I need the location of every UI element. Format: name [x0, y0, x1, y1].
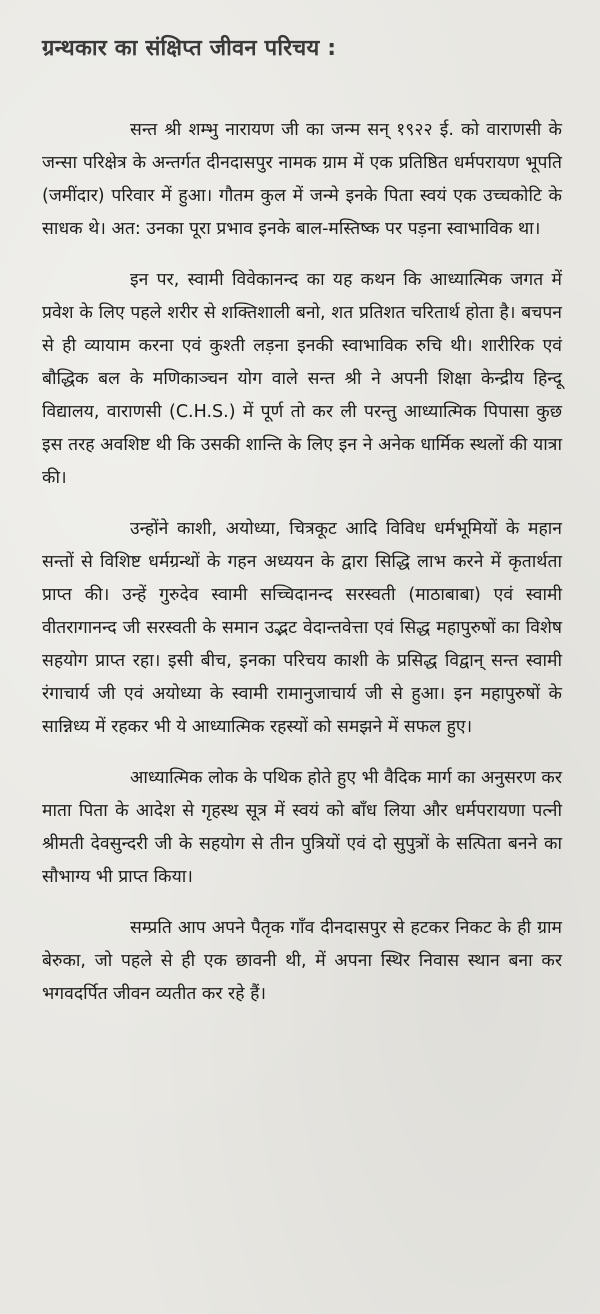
paragraph-birth: सन्त श्री शम्भु नारायण जी का जन्म सन् १९२२ ई. को वाराणसी के जन्सा परिक्षेत्र के अन्तर्गत दीनदासपुर नामक ग्राम में एक प्रतिष्ठित धर्मपरायण भूपति (जमींदार) परिवार में हुआ। गौतम कुल में जन्मे इनके पिता स्वयं एक उच्चकोटि के साधक थे। अत: उनका पूरा प्रभाव इनके बाल-मस्तिष्क पर पड़ना स्वाभाविक था।	[42, 120, 562, 239]
paragraph-residence: सम्प्रति आप अपने पैतृक गाँव दीनदासपुर से हटकर निकट के ही ग्राम बेरुका, जो पहले से ही एक छावनी थी, में अपना स्थिर निवास स्थान बना कर भगवदर्पित जीवन व्यतीत कर रहे हैं।	[42, 918, 562, 1004]
paragraph-spiritual-study: उन्होंने काशी, अयोध्या, चित्रकूट आदि विविध धर्मभूमियों के महान सन्तों से विशिष्ट धर्मग्रन्थों के गहन अध्ययन के द्वारा सिद्धि लाभ करने में कृतार्थता प्राप्त की। उन्हें गुरुदेव स्वामी सच्चिदानन्द सरस्वती (माठाबाबा) एवं स्वामी वीतरागानन्द जी सरस्वती के समान उद्भट वेदान्तवेत्ता एवं सिद्ध महापुरुषों का विशेष सहयोग प्राप्त रहा। इसी बीच, इनका परिचय काशी के प्रसिद्ध विद्वान् सन्त स्वामी रंगाचार्य जी एवं अयोध्या के स्वामी रामानुजाचार्य जी से हुआ। इन महापुरुषों के सान्निध्य में रहकर भी ये आध्यात्मिक रहस्यों को समझने में सफल हुए।	[42, 519, 562, 737]
document-title: ग्रन्थकार का संक्षिप्त जीवन परिचय :	[42, 36, 337, 61]
paragraph-family: आध्यात्मिक लोक के पथिक होते हुए भी वैदिक मार्ग का अनुसरण कर माता पिता के आदेश से गृहस्थ सूत्र में स्वयं को बाँध लिया और धर्मपरायणा पत्नी श्रीमती देवसुन्दरी जी के सहयोग से तीन पुत्रियों एवं दो सुपुत्रों के सत्पिता बनने का सौभाग्य भी प्राप्त किया।	[42, 768, 562, 887]
paragraph-education: इन पर, स्वामी विवेकानन्द का यह कथन कि आध्यात्मिक जगत में प्रवेश के लिए पहले शरीर से शक्तिशाली बनो, शत प्रतिशत चरितार्थ होता है। बचपन से ही व्यायाम करना एवं कुश्ती लड़ना इनकी स्वाभाविक रुचि थी। शारीरिक एवं बौद्धिक बल के मणिकाञ्चन योग वाले सन्त श्री ने अपनी शिक्षा केन्द्रीय हिन्दू विद्यालय, वाराणसी (C.H.S.) में पूर्ण तो कर ली परन्तु आध्यात्मिक पिपासा कुछ इस तरह अवशिष्ट थी कि उसकी शान्ति के लिए इन ने अनेक धार्मिक स्थलों की यात्रा की।	[42, 270, 562, 488]
